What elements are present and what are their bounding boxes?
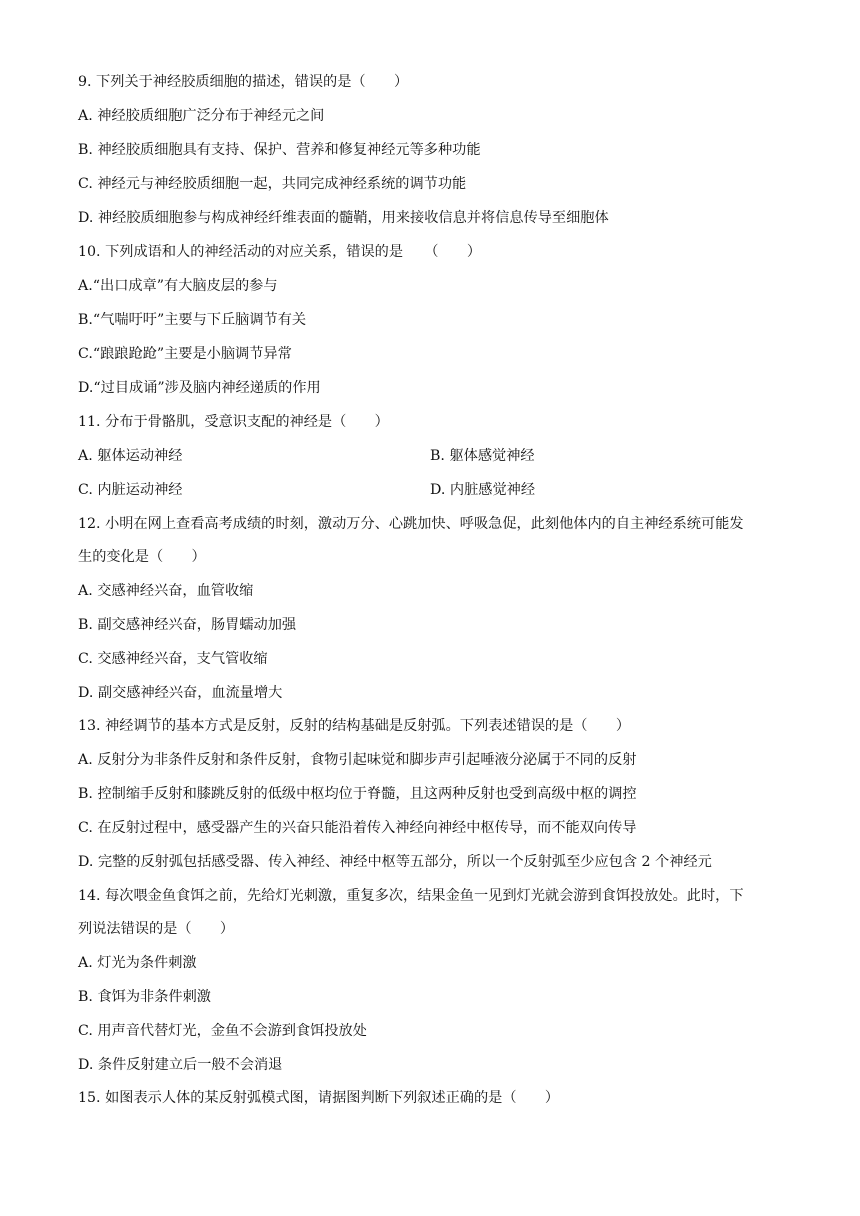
question-15-stem: 15. 如图表示人体的某反射弧模式图，请据图判断下列叙述正确的是（ ）	[78, 1090, 560, 1106]
question-14-stem-line-1: 14. 每次喂金鱼食饵之前，先给灯光刺激，重复多次，结果金鱼一见到灯光就会游到食饵投放处。此时，下	[78, 888, 744, 904]
question-11-option-d: D. 内脏感觉神经	[430, 482, 536, 498]
question-13-option-d: D. 完整的反射弧包括感受器、传入神经、神经中枢等五部分，所以一个反射弧至少应包含 2 个神经元	[78, 854, 712, 870]
question-10-option-c: C.“踉踉跄跄”主要是小脑调节异常	[78, 346, 292, 362]
question-14-option-d: D. 条件反射建立后一般不会消退	[78, 1057, 283, 1073]
question-12-option-a: A. 交感神经兴奋，血管收缩	[78, 583, 254, 599]
question-12-option-b: B. 副交感神经兴奋，肠胃蠕动加强	[78, 617, 297, 633]
question-12-option-c: C. 交感神经兴奋，支气管收缩	[78, 651, 268, 667]
question-9-option-d: D. 神经胶质细胞参与构成神经纤维表面的髓鞘，用来接收信息并将信息传导至细胞体	[78, 210, 609, 226]
question-13-stem: 13. 神经调节的基本方式是反射，反射的结构基础是反射弧。下列表述错误的是（ ）	[78, 718, 631, 734]
question-12-option-d: D. 副交感神经兴奋，血流量增大	[78, 685, 283, 701]
question-9-stem: 9. 下列关于神经胶质细胞的描述，错误的是（ ）	[78, 74, 409, 90]
question-11-option-c: C. 内脏运动神经	[78, 482, 183, 498]
question-10-option-a: A.“出口成章”有大脑皮层的参与	[78, 278, 278, 294]
question-11-stem: 11. 分布于骨骼肌，受意识支配的神经是（ ）	[78, 414, 389, 430]
question-12-stem-line-1: 12. 小明在网上查看高考成绩的时刻，激动万分、心跳加快、呼吸急促，此刻他体内的自主神经系统可能发	[78, 516, 744, 532]
question-11-option-a: A. 躯体运动神经	[78, 448, 183, 464]
question-14-stem-line-2: 列说法错误的是（ ）	[78, 921, 235, 937]
question-13-option-b: B. 控制缩手反射和膝跳反射的低级中枢均位于脊髓，且这两种反射也受到高级中枢的调控	[78, 786, 637, 802]
question-13-option-a: A. 反射分为非条件反射和条件反射，食物引起味觉和脚步声引起唾液分泌属于不同的反射	[78, 752, 637, 768]
question-13-option-c: C. 在反射过程中，感受器产生的兴奋只能沿着传入神经向神经中枢传导，而不能双向传导	[78, 820, 637, 836]
question-12-stem-line-2: 生的变化是（ ）	[78, 549, 206, 565]
question-10-option-b: B.“气喘吁吁”主要与下丘脑调节有关	[78, 312, 307, 328]
question-11-option-b: B. 躯体感觉神经	[430, 448, 535, 464]
question-9-option-b: B. 神经胶质细胞具有支持、保护、营养和修复神经元等多种功能	[78, 142, 481, 158]
question-14-option-b: B. 食饵为非条件刺激	[78, 989, 211, 1005]
question-10-option-d: D.“过目成诵”涉及脑内神经递质的作用	[78, 380, 321, 396]
question-14-option-c: C. 用声音代替灯光，金鱼不会游到食饵投放处	[78, 1023, 367, 1039]
question-10-stem: 10. 下列成语和人的神经活动的对应关系，错误的是 （ ）	[78, 244, 482, 260]
question-9-option-c: C. 神经元与神经胶质细胞一起，共同完成神经系统的调节功能	[78, 176, 467, 192]
question-9-option-a: A. 神经胶质细胞广泛分布于神经元之间	[78, 108, 325, 124]
question-14-option-a: A. 灯光为条件刺激	[78, 955, 197, 971]
